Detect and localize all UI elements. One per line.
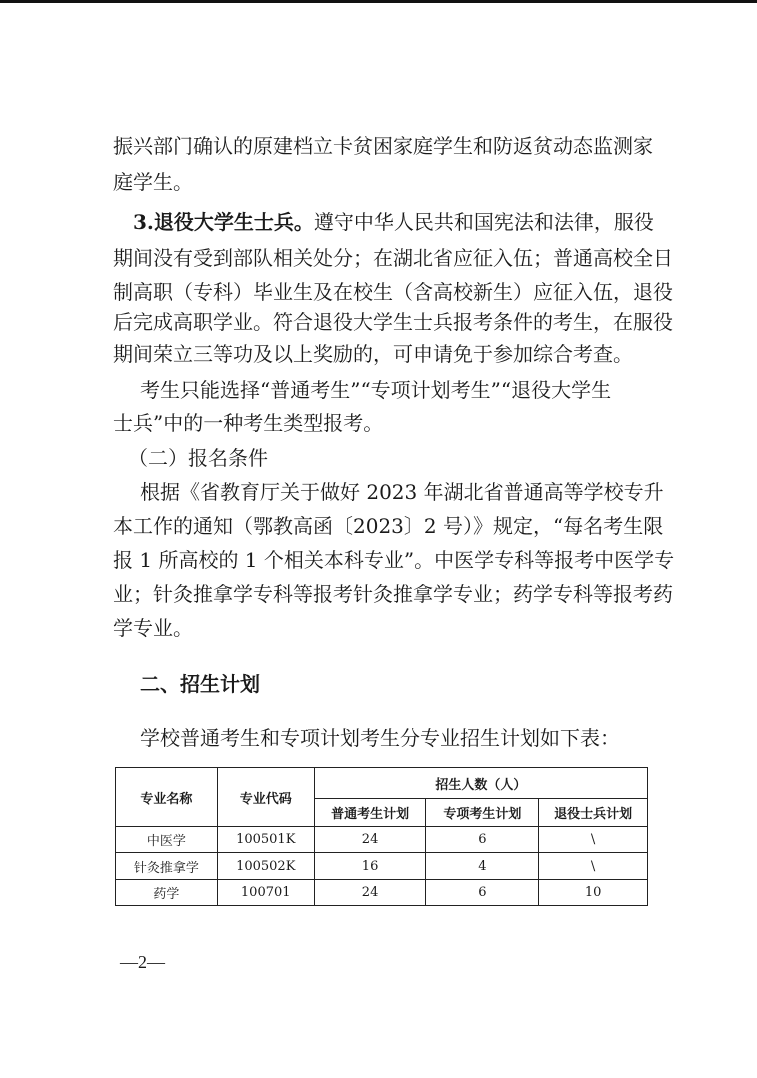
cell-major-name: 针灸推拿学 xyxy=(116,853,218,880)
paragraph-line: 考生只能选择“普通考生”“专项计划考生”“退役大学生 xyxy=(140,378,612,402)
cell-special: 6 xyxy=(426,880,539,906)
paragraph-line: 业；针灸推拿学专科等报考针灸推拿学专业；药学专科等报考药 xyxy=(113,582,673,606)
cell-major-name: 药学 xyxy=(116,880,218,906)
veteran-heading: 3.退役大学生士兵。 xyxy=(133,210,314,234)
cell-regular: 24 xyxy=(314,880,426,906)
cell-special: 4 xyxy=(426,853,539,880)
cell-regular: 16 xyxy=(314,853,426,880)
cell-special: 6 xyxy=(426,827,539,853)
paragraph-line: 士兵”中的一种考生类型报考。 xyxy=(113,411,384,435)
enrollment-plan-table xyxy=(115,767,648,906)
cell-major-name: 中医学 xyxy=(116,827,218,853)
page-number: —2— xyxy=(120,952,165,972)
cell-veteran: \ xyxy=(539,827,648,853)
paragraph-line: 根据《省教育厅关于做好 2023 年湖北省普通高等学校专升 xyxy=(140,480,664,504)
paragraph-line: 本工作的通知（鄂教高函〔2023〕2 号）》规定，“每名考生限 xyxy=(113,514,664,538)
header-regular-plan: 普通考生计划 xyxy=(314,799,426,827)
header-major-code: 专业代码 xyxy=(217,768,314,827)
top-border-line xyxy=(0,0,757,3)
section-heading: 二、招生计划 xyxy=(140,672,260,696)
paragraph-line: 学专业。 xyxy=(113,616,193,640)
paragraph-line: 制高职（专科）毕业生及在校生（含高校新生）应征入伍，退役 xyxy=(113,280,673,304)
table-row xyxy=(116,880,648,906)
table-intro: 学校普通考生和专项计划考生分专业招生计划如下表： xyxy=(140,726,620,750)
paragraph-line xyxy=(133,204,654,240)
header-enrollment-group: 招生人数（人） xyxy=(314,768,647,799)
cell-regular: 24 xyxy=(314,827,426,853)
subsection-heading: （二）报名条件 xyxy=(128,446,268,470)
cell-veteran: \ xyxy=(539,853,648,880)
paragraph-line: 期间没有受到部队相关处分；在湖北省应征入伍；普通高校全日 xyxy=(113,246,673,270)
paragraph-line: 振兴部门确认的原建档立卡贫困家庭学生和防返贫动态监测家 xyxy=(113,134,653,158)
cell-major-code: 100501K xyxy=(217,827,314,853)
cell-major-code: 100502K xyxy=(217,853,314,880)
table-row xyxy=(116,853,648,880)
table-row xyxy=(116,827,648,853)
header-major-name: 专业名称 xyxy=(116,768,218,827)
cell-major-code: 100701 xyxy=(217,880,314,906)
paragraph-line: 报 1 所高校的 1 个相关本科专业”。中医学专科等报考中医学专 xyxy=(113,548,675,572)
paragraph-line: 期间荣立三等功及以上奖励的，可申请免于参加综合考查。 xyxy=(113,342,633,366)
paragraph-line: 后完成高职学业。符合退役大学生士兵报考条件的考生，在服役 xyxy=(113,310,673,334)
paragraph-line: 庭学生。 xyxy=(113,170,193,194)
header-veteran-plan: 退役士兵计划 xyxy=(539,799,648,827)
cell-veteran: 10 xyxy=(539,880,648,906)
paragraph-text: 遵守中华人民共和国宪法和法律，服役 xyxy=(313,210,654,234)
header-special-plan: 专项考生计划 xyxy=(426,799,539,827)
